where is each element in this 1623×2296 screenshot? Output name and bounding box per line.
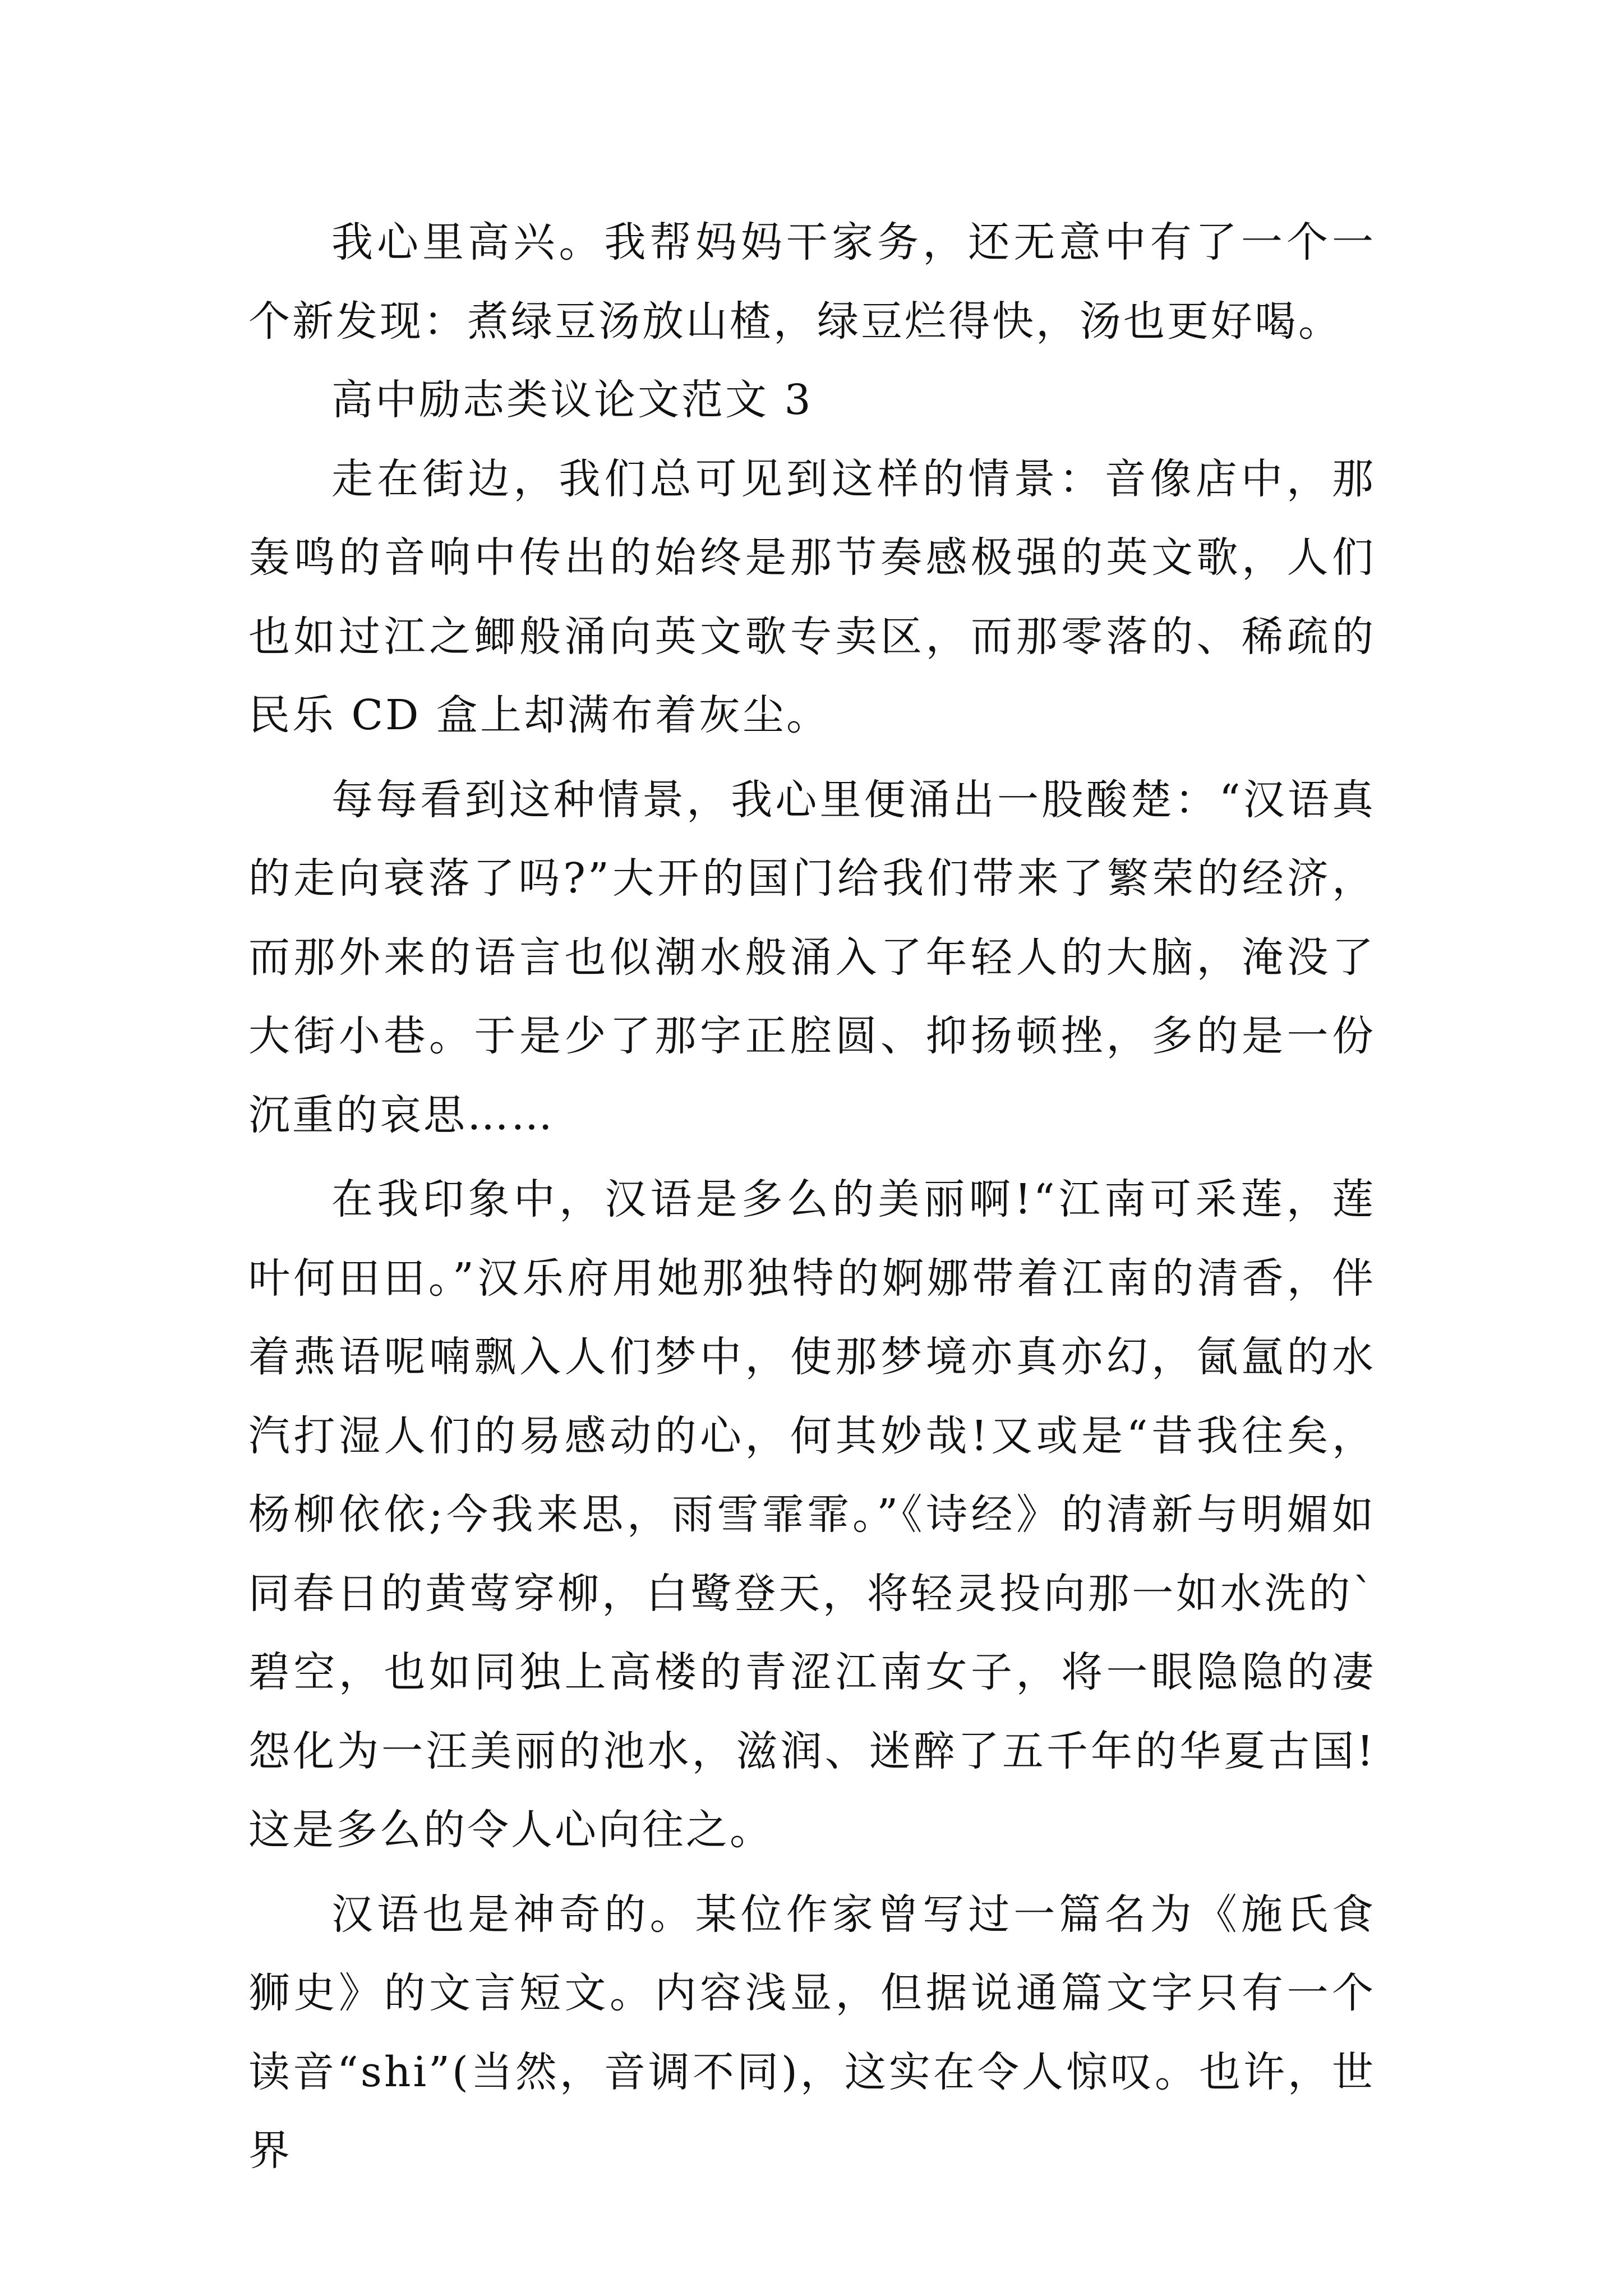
paragraph-3: 每每看到这种情景，我心里便涌出一股酸楚：“汉语真的走向衰落了吗?”大开的国门给我们带来了繁荣的经济，而那外来的语言也似潮水般涌入了年轻人的大脑，淹没了大街小巷。于是少了那字正腔圆、抑扬顿挫，多的是一份沉重的哀思…… bbox=[248, 775, 1376, 1139]
paragraph-2: 走在街边，我们总可见到这样的情景：音像店中，那轰鸣的音响中传出的始终是那节奏感极强的英文歌，人们也如过江之鲫般涌向英文歌专卖区，而那零落的、稀疏的民乐 CD 盒上却满布着灰尘。 bbox=[248, 454, 1376, 739]
document-body bbox=[248, 203, 1376, 2191]
paragraph-1: 我心里高兴。我帮妈妈干家务，还无意中有了一个一个新发现：煮绿豆汤放山楂，绿豆烂得快，汤也更好喝。 bbox=[248, 218, 1376, 346]
paragraph-4: 在我印象中，汉语是多么的美丽啊!“江南可采莲，莲叶何田田。”汉乐府用她那独特的婀娜带着江南的清香，伴着燕语呢喃飘入人们梦中，使那梦境亦真亦幻，氤氲的水汽打湿人们的易感动的心，何其妙哉!又或是“昔我往矣，杨柳依依;今我来思，雨雪霏霏。”《诗经》的清新与明媚如同春日的黄莺穿柳，白鹭登天，将轻灵投向那一如水洗的`碧空，也如同独上高楼的青涩江南女子，将一眼隐隐的凄怨化为一汪美丽的池水，滋润、迷醉了五千年的华夏古国!这是多么的令人心向往之。 bbox=[248, 1175, 1376, 1854]
section-title: 高中励志类议论文范文 3 bbox=[331, 376, 813, 424]
paragraph-5: 汉语也是神奇的。某位作家曾写过一篇名为《施氏食狮史》的文言短文。内容浅显，但据说通篇文字只有一个读音“shi”(当然，音调不同)，这实在令人惊叹。也许，世界 bbox=[248, 1890, 1376, 2175]
